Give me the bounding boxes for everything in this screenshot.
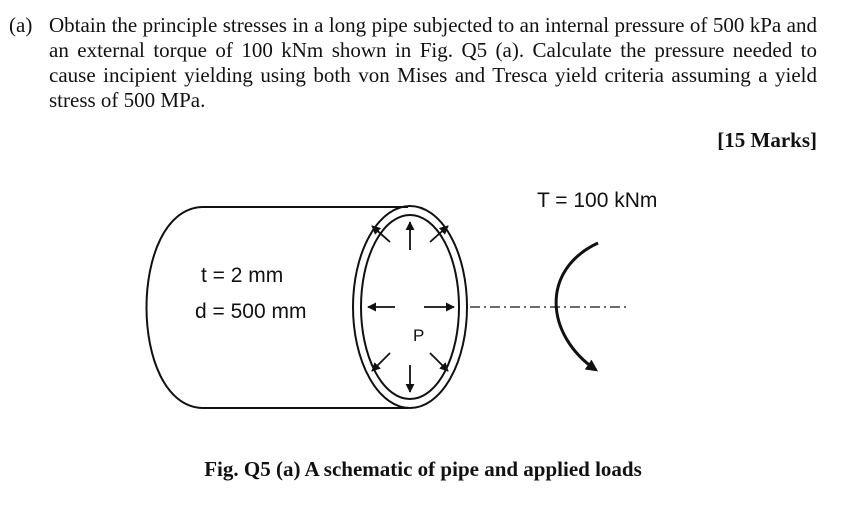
pressure-label: P [413,326,425,345]
pressure-arrows [368,222,454,392]
figure-caption: Fig. Q5 (a) A schematic of pipe and applied loads [204,457,642,481]
thickness-label: t = 2 mm [201,264,284,287]
question-label: (a) [9,13,33,37]
torque-label: T = 100 kNm [537,189,658,212]
diameter-label: d = 500 mm [195,300,307,323]
marks-label: [15 Marks] [717,128,817,152]
question-text: Obtain the principle stresses in a long pipe subjected to an internal pressure of 500 kPa and an external torque of 100 kNm shown in Fig. Q5 (a). Calculate the pressure needed to cause incipient yielding using both von Mises and Tresca yield criteria assuming a yield stress of 500 MPa. [49,13,817,112]
